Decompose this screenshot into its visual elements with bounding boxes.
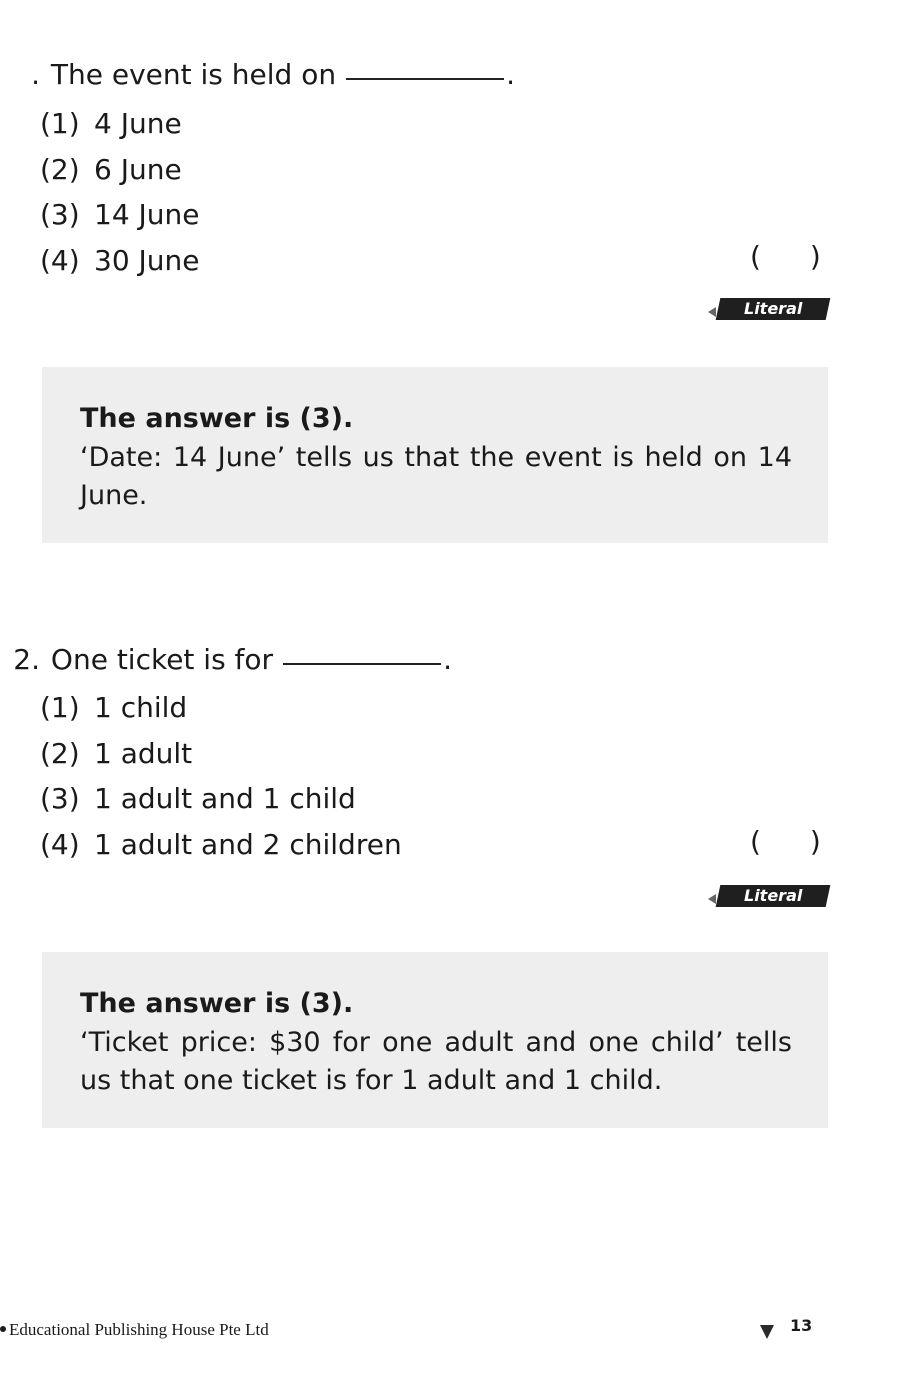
answer-blank [283, 662, 441, 665]
options-list [40, 685, 402, 867]
publisher-name: Educational Publishing House Pte Ltd [9, 1320, 269, 1339]
question-stem: . The event is held on . [0, 58, 515, 91]
answer-blank [346, 77, 504, 80]
option-3[interactable]: (3) 14 June [40, 198, 200, 232]
option-4[interactable]: (4) 30 June [40, 243, 200, 277]
tag-arrow-icon [708, 894, 716, 904]
question-number: 2. [13, 643, 40, 676]
option-1[interactable]: (1) 1 child [40, 691, 188, 724]
answer-box [42, 952, 828, 1128]
tag-arrow-icon [708, 307, 716, 317]
answer-explanation: ‘Date: 14 June’ tells us that the event is held on 14 June. [80, 442, 792, 511]
literal-tag: Literal [716, 298, 831, 320]
option-2[interactable]: (2) 6 June [40, 152, 182, 186]
publisher-footer [0, 1320, 269, 1340]
question-text: One ticket is for [50, 643, 274, 676]
answer-box [42, 367, 828, 543]
answer-bracket[interactable]: ( ) [750, 240, 821, 273]
question-stem: 2. One ticket is for . [0, 643, 452, 676]
question-text: The event is held on [50, 58, 337, 91]
answer-title: The answer is (3). [80, 988, 354, 1019]
page-number: 13 [790, 1316, 813, 1335]
answer-title: The answer is (3). [80, 403, 354, 434]
option-4[interactable]: (4) 1 adult and 2 children [40, 827, 402, 861]
option-1[interactable]: (1) 4 June [40, 107, 182, 140]
page-marker-icon [760, 1325, 774, 1339]
question-number: . [31, 58, 40, 91]
options-list [40, 101, 200, 283]
bullet-icon [0, 1326, 6, 1332]
answer-explanation: ‘Ticket price: $30 for one adult and one child’ tells us that one ticket is for 1 adult and 1 child. [80, 1027, 792, 1096]
answer-bracket[interactable]: ( ) [750, 825, 821, 858]
option-2[interactable]: (2) 1 adult [40, 736, 193, 770]
literal-tag: Literal [716, 885, 831, 907]
option-3[interactable]: (3) 1 adult and 1 child [40, 782, 356, 816]
